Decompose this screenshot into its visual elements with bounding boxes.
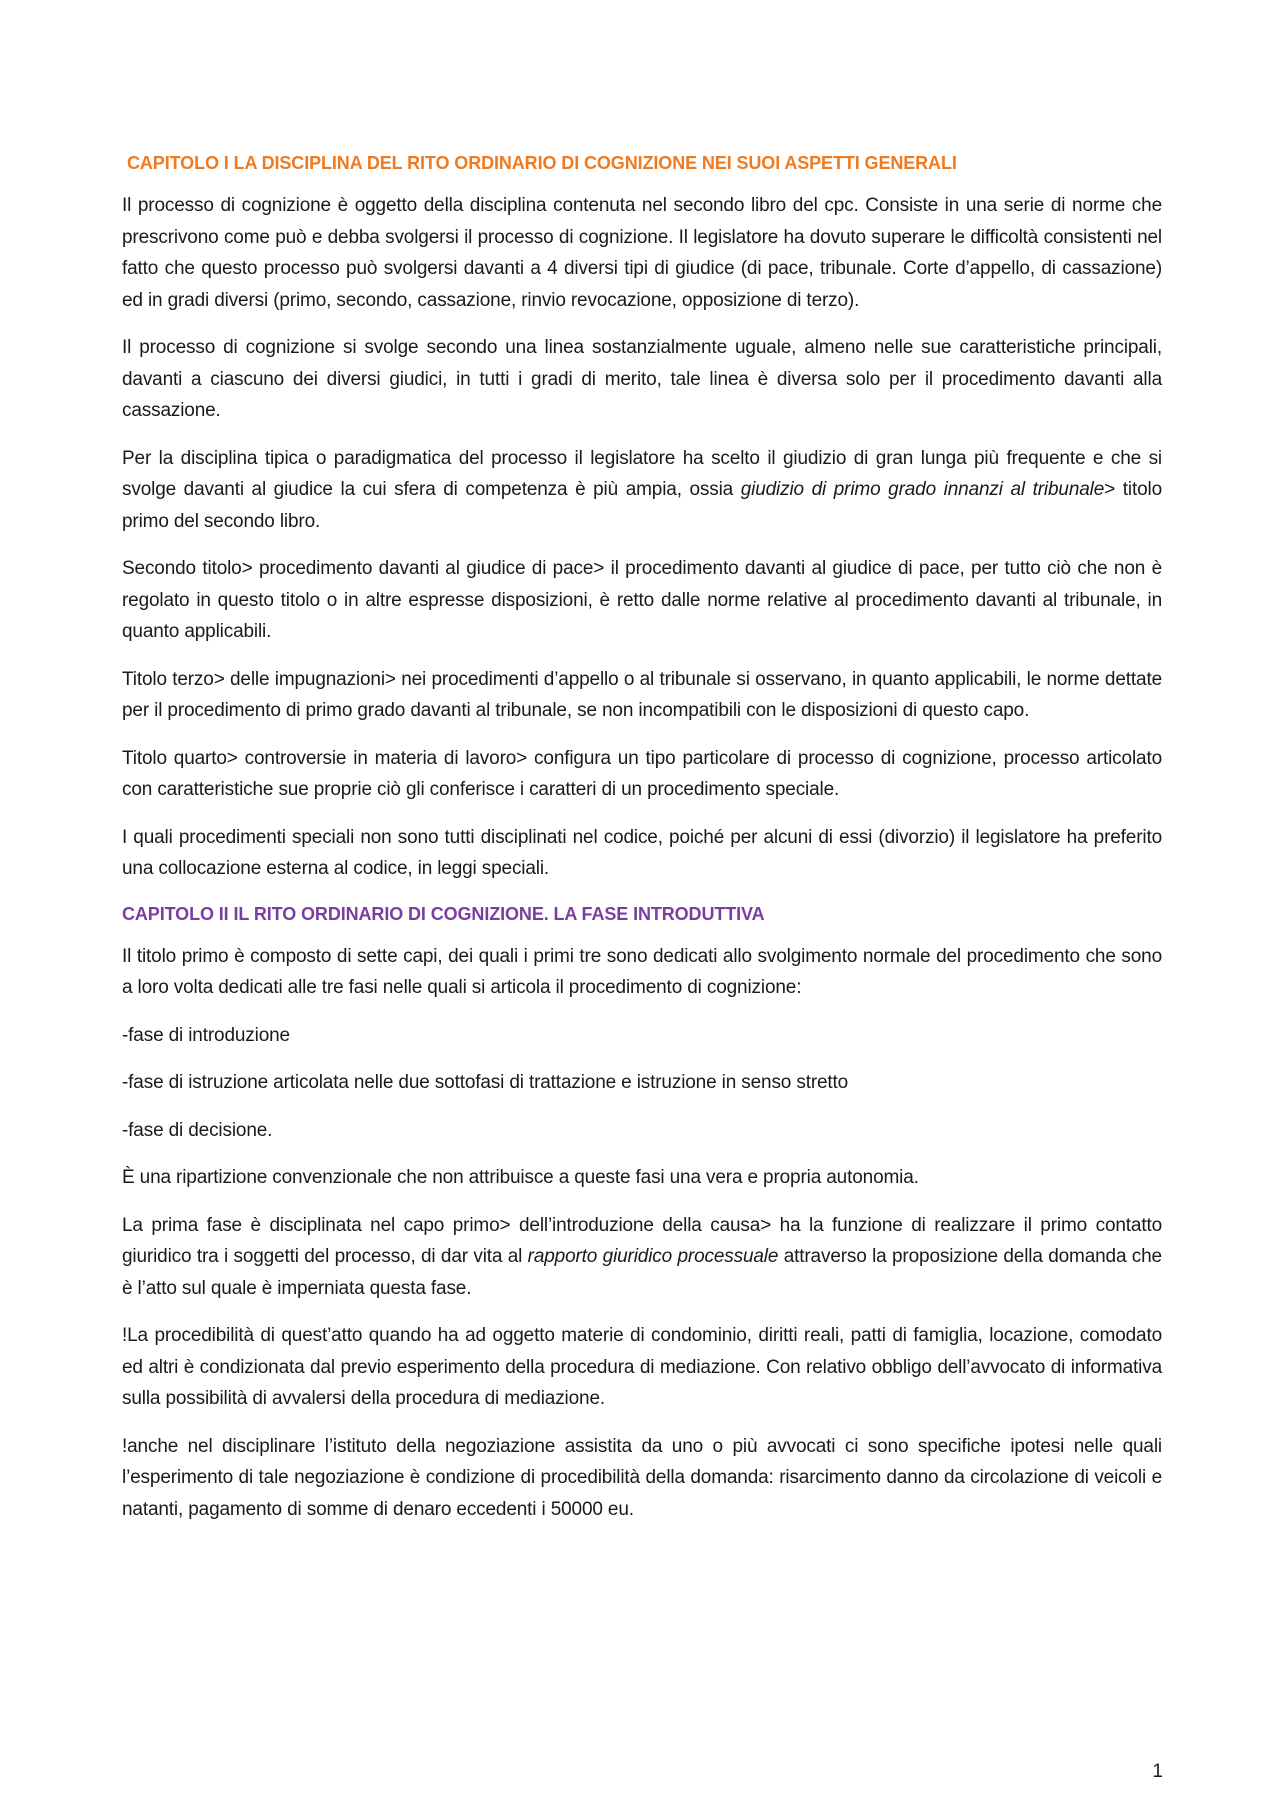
list-item-decisione: -fase di decisione. <box>122 1119 273 1141</box>
paragraph-3-text-b: > titolo primo del secondo libro. <box>122 479 1162 532</box>
paragraph-5: Titolo terzo> delle impugnazioni> nei procedimenti d’appello o al tribunale si osservano, in quanto applicabili, le norme dettate per il procedimento di primo grado davanti al tribunale, se non incompatibili con le disposizioni di questo capo. <box>122 668 1162 721</box>
chapter-2-heading: CAPITOLO II IL RITO ORDINARIO DI COGNIZIONE. LA FASE INTRODUTTIVA <box>122 903 765 924</box>
document-body <box>122 150 1162 1541</box>
paragraph-1: Il processo di cognizione è oggetto della disciplina contenuta nel secondo libro del cpc. Consiste in una serie di norme che prescrivono come può e debba svolgersi il processo di cognizione. Il legislatore ha dovuto superare le difficoltà consistenti nel fatto che questo processo può svolgersi davanti a 4 diversi tipi di giudice (di pace, tribunale. Corte d’appello, di cassazione) ed in gradi diversi (primo, secondo, cassazione, rinvio revocazione, opposizione di terzo). <box>122 195 1162 311</box>
paragraph-8: Il titolo primo è composto di sette capi, dei quali i primi tre sono dedicati allo svolgimento normale del procedimento che sono a loro volta dedicati alle tre fasi nelle quali si articola il procedimento di cognizione: <box>122 945 1162 998</box>
list-item-introduzione: -fase di introduzione <box>122 1024 290 1046</box>
paragraph-10-text-b: attraverso la proposizione della domanda che è l’atto sul quale è imperniata questa fase. <box>122 1246 1162 1299</box>
paragraph-10-text-a: La prima fase è disciplinata nel capo primo> dell’introduzione della causa> ha la funzione di realizzare il primo contatto giuridico tra i soggetti del processo, di dar vita al <box>122 1214 1162 1267</box>
paragraph-12: !anche nel disciplinare l’istituto della negoziazione assistita da uno o più avvocati ci sono specifiche ipotesi nelle quali l’esperimento di tale negoziazione è condizione di procedibilità della domanda: risarcimento danno da circolazione di veicoli e natanti, pagamento di somme di denaro eccedenti i 50000 eu. <box>122 1435 1162 1520</box>
list-item-istruzione: -fase di istruzione articolata nelle due sottofasi di trattazione e istruzione in senso stretto <box>122 1072 849 1093</box>
paragraph-4: Secondo titolo> procedimento davanti al giudice di pace> il procedimento davanti al giudice di pace, per tutto ciò che non è regolato in questo titolo o in altre espresse disposizioni, è retto dalle norme relative al procedimento davanti al tribunale, in quanto applicabili. <box>122 558 1162 642</box>
paragraph-11: !La procedibilità di quest’atto quando ha ad oggetto materie di condominio, diritti reali, patti di famiglia, locazione, comodato ed altri è condizionata dal previo esperimento della procedura di mediazione. Con relativo obbligo dell’avvocato di informativa sulla possibilità di avvalersi della procedura di mediazione. <box>122 1325 1162 1409</box>
paragraph-3-text-a: Per la disciplina tipica o paradigmatica del processo il legislatore ha scelto il giudizio di gran lunga più frequente e che si svolge davanti al giudice la cui sfera di competenza è più ampia, ossia <box>122 447 1162 500</box>
paragraph-3-emphasis: giudizio di primo grado innanzi al tribunale <box>740 479 1105 500</box>
paragraph-2: Il processo di cognizione si svolge secondo una linea sostanzialmente uguale, almeno nelle sue caratteristiche principali, davanti a ciascuno dei diversi giudici, in tutti i gradi di merito, tale linea è diversa solo per il procedimento davanti alla cassazione. <box>122 337 1162 421</box>
paragraph-3 <box>122 443 1162 538</box>
paragraph-10-emphasis: rapporto giuridico processuale <box>527 1246 779 1267</box>
paragraph-9: È una ripartizione convenzionale che non attribuisce a queste fasi una vera e propria autonomia. <box>122 1167 919 1188</box>
paragraph-6: Titolo quarto> controversie in materia di lavoro> configura un tipo particolare di processo di cognizione, processo articolato con caratteristiche sue proprie ciò gli conferisce i caratteri di un procedimento speciale. <box>122 747 1162 800</box>
page-number: 1 <box>1152 1761 1163 1782</box>
paragraph-7: I quali procedimenti speciali non sono tutti disciplinati nel codice, poiché per alcuni di essi (divorzio) il legislatore ha preferito una collocazione esterna al codice, in leggi speciali. <box>122 826 1162 879</box>
chapter-1-heading: CAPITOLO I LA DISCIPLINA DEL RITO ORDINARIO DI COGNIZIONE NEI SUOI ASPETTI GENERALI <box>127 153 957 173</box>
paragraph-10 <box>122 1210 1162 1305</box>
